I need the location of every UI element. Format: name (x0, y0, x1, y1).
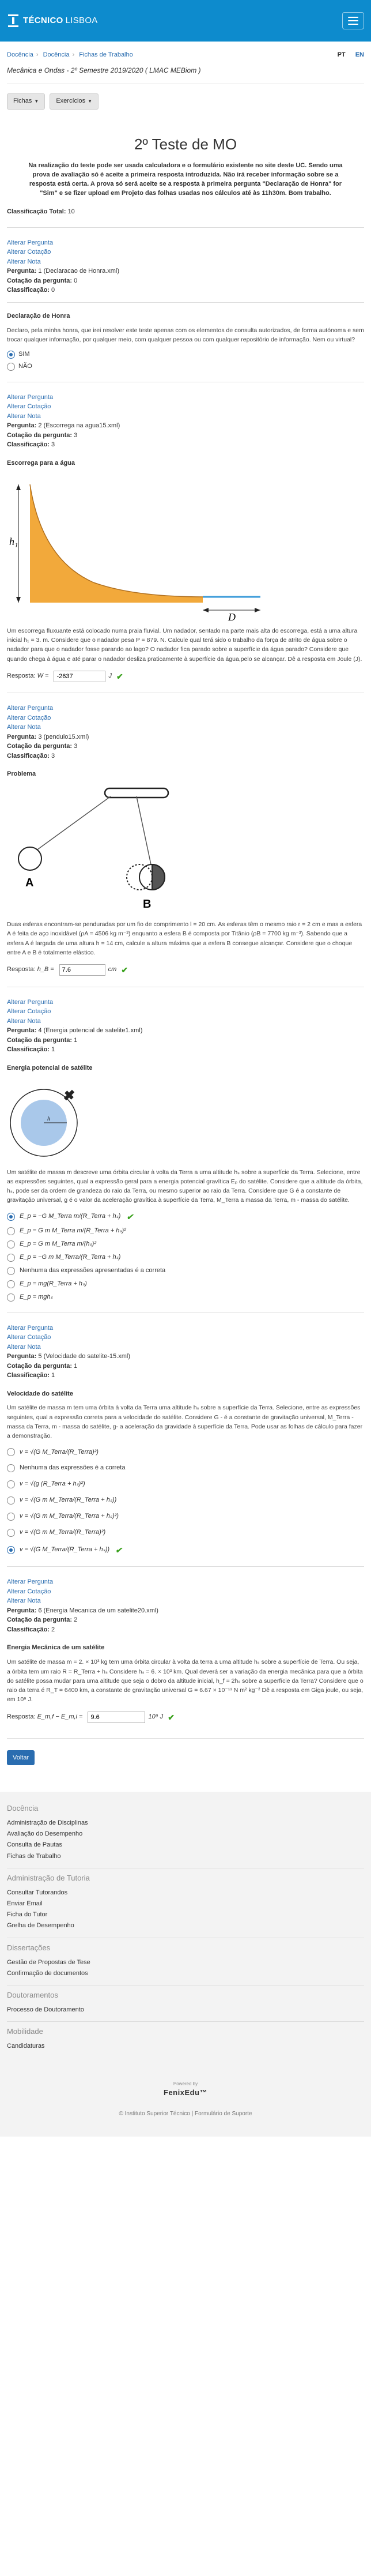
correct-check-icon: ✔ (121, 965, 128, 975)
footer-link[interactable]: Consulta de Pautas (7, 1841, 63, 1849)
label-a: A (25, 877, 34, 890)
exercicios-dropdown[interactable]: Exercícios ▼ (50, 93, 99, 110)
course-title: Mecânica e Ondas - 2º Semestre 2019/2020 ( LMAC MEBiom ) (7, 66, 201, 74)
change-grade-link[interactable]: Alterar Nota (7, 258, 41, 265)
change-grade-link[interactable]: Alterar Nota (7, 724, 41, 731)
option-2[interactable]: Nenhuma das expressões é a correta (7, 1464, 364, 1473)
change-score-link[interactable]: Alterar Cotação (7, 1008, 51, 1016)
answer-options (7, 1211, 364, 1302)
breadcrumb-bar (7, 42, 364, 66)
answer-row: Resposta: E_m,f − E_m,i = 9.6 10⁹ J ✔ (7, 1712, 364, 1723)
answer-options (7, 1448, 364, 1556)
question-title: Energia potencial de satélite (7, 1064, 93, 1071)
question-text: Declaro, pela minha honra, que irei resolver este teste apenas com os elementos de consulta autorizados, de forma autónoma e sem trocar qualquer informação, por qualquer meio, com qualquer pessoa ou com qualquer repositório de informação. Nem ou virtual? (7, 326, 364, 343)
question-2: Alterar Pergunta Alterar Cotação Alterar Nota Pergunta: 2 (Escorrega na agua15.xml) Cotação da pergunta: 3 Classificação: 3 Escorrega para a água h₁ D Um escorrega fluxuante está colocado numa praia fluvial. Um nadador, sentado na parte mais alta do escorrega, está a uma altura inicial h₁ = 3. m. Considere que o nadador pesa P = 879. N. Calcule qual terá sido o trabalho da força de atrito de água sobre o nadador para que o nadador fosse parando ao lago? O nadador fica parado sobre a superfície da água parado? Considere que quando chega à água e até parar o nadador desliza praticamente à superfície da água,pelo se alcançar. Dê a resposta em Joule (J). Resposta: W = -2637 J ✔ (7, 393, 364, 682)
answer-input[interactable] (59, 964, 105, 976)
answer-input[interactable] (88, 1712, 145, 1723)
radio-icon[interactable] (7, 1267, 15, 1275)
label-h1: h₁ (9, 535, 18, 547)
top-header (0, 0, 371, 42)
question-file: 1 (Declaracao de Honra.xml) (38, 268, 120, 275)
footer-link[interactable]: Fichas de Trabalho (7, 1852, 61, 1860)
correct-check-icon: ✔ (115, 1545, 122, 1555)
change-score-link[interactable]: Alterar Cotação (7, 249, 51, 256)
question-grade: 0 (51, 287, 55, 294)
radio-icon[interactable] (7, 363, 15, 371)
change-score-link[interactable]: Alterar Cotação (7, 1334, 51, 1341)
radio-icon[interactable] (7, 1254, 15, 1262)
powered-by: Powered by FenixEdu™ (7, 2058, 364, 2101)
correct-check-icon: ✔ (126, 1212, 134, 1221)
change-grade-link[interactable]: Alterar Nota (7, 412, 41, 420)
footer-link[interactable]: Avaliação do Desempenho (7, 1830, 83, 1838)
question-text: Um satélite de massa m = 2. × 10³ kg tem uma órbita circular à volta da terra a uma altitude hₛ sobre a superfície de Terra. Ou seja, a órbita tem um raio R = R_Terra + hₛ Considere hₛ = 6. × 10³ km. Qual deverá ser a variação da energia mecânica para que a órbita do satélite possa mudar para uma altitude que seja o dobro da altitude inicial, h_f = 2hₛ sobre a superfície da Terra? Considere que o raio da terra é R_T = 6400 km, a constante de gravitação universal G = 6.67 × 10⁻¹¹ N m² kg⁻² Dê a resposta em Giga joule, ou seja, em 10⁹ J. (7, 1659, 364, 1703)
language-switcher (330, 51, 364, 60)
option-1[interactable]: E_p = −G M_Terra m/(R_Terra + hₛ) ✔ (7, 1211, 364, 1223)
test-instructions: Na realização do teste pode ser usada calculadora e o formulário existente no site deste UC. Sendo uma prova de avaliação só é aceite a primeira resposta introduzida. Não irá receber informação sobre se a resposta está certa. A prova só será aceite se a resposta à primeira pergunta "Declaração de Honra" for "Sim" e se fizer upload em Projeto das folhas usadas nos cálculos até às 11h30m. Bom trabalho. (28, 161, 343, 197)
change-grade-link[interactable]: Alterar Nota (7, 1597, 41, 1605)
ist-logo[interactable] (7, 13, 98, 28)
answer-input[interactable] (54, 671, 105, 682)
option-7[interactable]: v = √(G M_Terra/(R_Terra + hₛ)) ✔ (7, 1544, 364, 1556)
breadcrumb: Docência › Docência › Fichas de Trabalho (7, 51, 133, 58)
radio-icon[interactable] (7, 1480, 15, 1488)
total-score: Classificação Total: 10 (7, 208, 75, 215)
ist-logo-icon (7, 13, 20, 28)
question-title: Velocidade do satélite (7, 1390, 73, 1397)
question-text: Um satélite de massa m descreve uma órbita circular à volta da Terra a uma altitude hₛ sobre a superfície da Terra. Selecione, entre as expressões seguintes, qual a expressão geral para a energia potencial gravítica Eₚ do satélite. Considere que a altitude da órbita, hₛ, pode ser da ordem de grandeza do raio da Terra, ou mesmo superior ao raio da Terra. Considere que G é a constante de gravitação universal, g é o valor da aceleração gravítica à superfície da Terra, M_Terra a massa da Terra, m - massa do satélite. (7, 1168, 363, 1204)
question-6: Alterar Pergunta Alterar Cotação Alterar Nota Pergunta: 6 (Energia Mecanica de um satelite20.xml) Cotação da pergunta: 2 Classificação: 2 Energia Mecânica de um satélite Um satélite de massa m = 2. × 10³ kg tem uma órbita circular à volta da terra a uma altitude hₛ sobre a superfície de Terra. Ou seja, a órbita tem um raio R = R_Terra + hₛ Considere hₛ = 6. × 10³ km. Qual deverá ser a variação da energia mecânica para que a órbita do satélite possa mudar para uma altitude que seja o dobro da altitude inicial, h_f = 2hₛ sobre a superfície da Terra? Considere que o raio da terra é R_T = 6400 km, a constante de gravitação universal G = 6.67 × 10⁻¹¹ N m² kg⁻² Dê a resposta em Giga joule, ou seja, em 10⁹ J. Resposta: E_m,f − E_m,i = 9.6 10⁹ J ✔ (7, 1577, 364, 1723)
radio-icon[interactable] (7, 1513, 15, 1521)
option-6[interactable]: v = √(G m M_Terra/(R_Terra)²) (7, 1528, 364, 1537)
change-question-link[interactable]: Alterar Pergunta (7, 393, 54, 401)
answer-row: Resposta: W = -2637 J ✔ (7, 671, 364, 682)
footer-link[interactable]: Grelha de Desempenho (7, 1922, 74, 1930)
footer-link[interactable]: Candidaturas (7, 2042, 45, 2049)
footer-link[interactable]: Administração de Disciplinas (7, 1819, 88, 1826)
footer-section-dissertacoes: Dissertações Gestão de Propostas de Tese Confirmação de documentos (7, 1938, 364, 1985)
option-3[interactable]: E_p = G m M_Terra m/(hₛ)² (7, 1240, 364, 1249)
option-3[interactable]: v = √(g (R_Terra + hₛ)²) (7, 1480, 364, 1489)
option-1[interactable]: v = √(G M_Terra/(R_Terra)²) (7, 1448, 364, 1457)
logo-brand-light: LISBOA (65, 16, 98, 26)
page-title: 2º Teste de MO (134, 136, 237, 153)
radio-selected-icon[interactable] (7, 1546, 15, 1554)
change-grade-link[interactable]: Alterar Nota (7, 1017, 41, 1025)
question-5: Alterar Pergunta Alterar Cotação Alterar Nota Pergunta: 5 (Velocidade do satelite-15.xml) Cotação da pergunta: 1 Classificação: 1 Velocidade do satélite Um satélite de massa m tem uma órbita à volta da Terra uma altitude hₛ sobre a superfície da Terra. Selecione, entre as expressões seguintes, qual a expressão correta para a velocidade do satélite. Considere G - é a constante de gravitação universal, M_Terra - massa da Terra, m - massa do satélite, g- a aceleração da gravidade à superfície da Terra. Pode usar as folhas de cálculo para fazer a demonstração. v = √(G M_Terra/(R_Terra)²) Nenhuma das expressões é a correta v = √(g (R_Terra + hₛ)²) v = √(G m M_Terra/(R_Terra + hₛ)) v = √(G m M_Terra/(R_Terra + hₛ)²) v = √(G m M_Terra/(R_Terra)²) v = √(G M_Terra/(R_Terra + hₛ)) ✔ (7, 1323, 364, 1556)
question-title: Declaração de Honra (7, 312, 70, 319)
satellite-orbit-diagram (7, 1078, 99, 1164)
footer-section-docencia: Docência Administração de Disciplinas Avaliação do Desempenho Consulta de Pautas Fichas de Trabalho (7, 1799, 364, 1868)
footer-link[interactable]: Gestão de Propostas de Tese (7, 1958, 90, 1966)
change-score-link[interactable]: Alterar Cotação (7, 403, 51, 411)
question-3: Alterar Pergunta Alterar Cotação Alterar Nota Pergunta: 3 (pendulo15.xml) Cotação da pergunta: 3 Classificação: 3 Problema A B Duas esferas encontram-se penduradas por um fio de comprimento l = 20 cm. As esferas têm o mesmo raio r = 2 cm e mas a esfera A é feita de aço inoxidável (ρA = 4506 kg m⁻³) enquanto a esfera B é composta por Titânio (ρB = 7700 kg m⁻³). Sabendo que a esfera A é largada de uma altura h = 14 cm, calcule a altura máxima que a esfera B consegue alcançar. Considere que o choque entre A e B é totalmente elástico. Resposta: h_B = 7.6 cm ✔ (7, 704, 364, 976)
footer-link[interactable]: Consultar Tutorandos (7, 1889, 68, 1896)
change-question-link[interactable]: Alterar Pergunta (7, 239, 54, 246)
toolbar (7, 90, 364, 118)
radio-icon[interactable] (7, 1448, 15, 1456)
question-4: Alterar Pergunta Alterar Cotação Alterar Nota Pergunta: 4 (Energia potencial de satelite1.xml) Cotação da pergunta: 1 Classificação: 1 Energia potencial de satélite h Um satélite de massa m descreve uma órbita circular à volta da Terra a uma altitude hₛ sobre a superfície da Terra. Selecione, entre as expressões seguintes, qual a expressão geral para a energia potencial gravítica Eₚ do satélite. Considere que a altitude da órbita, hₛ, pode ser da ordem de grandeza do raio da Terra, ou mesmo superior ao raio da Terra. Considere que G é a constante de gravitação universal, g é o valor da aceleração gravítica à superfície da Terra, M_Terra a massa da Terra, m - massa do satélite. E_p = −G M_Terra m/(R_Terra + hₛ) ✔ E_p = G m M_Terra m/(R_Terra + hₛ)² E_p = G m M_Terra m/(hₛ)² E_p = −G m M_Terra/(R_Terra + hₛ) Nenhuma das expressões apresentadas é a correta E_p = mg(R_Terra + hₛ) E_p = mghₛ (7, 998, 364, 1302)
option-5[interactable]: Nenhuma das expressões apresentadas é a correta (7, 1266, 364, 1276)
chevron-down-icon: ▼ (34, 99, 39, 104)
pendulum-diagram (7, 784, 191, 916)
radio-icon[interactable] (7, 1464, 15, 1472)
breadcrumb-fichas[interactable]: Fichas de Trabalho (79, 51, 133, 58)
question-weight: 0 (74, 277, 78, 284)
lang-pt[interactable]: PT (337, 51, 346, 58)
radio-selected-icon[interactable] (7, 351, 15, 359)
footer-section-doutoramentos: Doutoramentos Processo de Doutoramento (7, 1985, 364, 2021)
footer-link[interactable]: Confirmação de documentos (7, 1969, 88, 1977)
change-question-link[interactable]: Alterar Pergunta (7, 705, 54, 712)
question-title: Energia Mecânica de um satélite (7, 1644, 105, 1652)
option-6[interactable]: E_p = mg(R_Terra + hₛ) (7, 1280, 364, 1289)
option-5[interactable]: v = √(G m M_Terra/(R_Terra + hₛ)²) (7, 1512, 364, 1521)
question-text: Duas esferas encontram-se penduradas por um fio de comprimento l = 20 cm. As esferas têm o mesmo raio r = 2 cm e mas a esfera A é feita de aço inoxidável (ρA = 4506 kg m⁻³) enquanto a esfera B é composta por Titânio (ρB = 7700 kg m⁻³). Sabendo que a esfera A é largada de uma altura h = 14 cm, calcule a altura máxima que a esfera B consegue alcançar. Considere que o choque entre A e B é totalmente elástico. (7, 921, 362, 957)
label-d: D (228, 611, 236, 623)
label-b: B (143, 898, 152, 911)
question-1: Alterar Pergunta Alterar Cotação Alterar Nota Pergunta: 1 (Declaracao de Honra.xml) Cotação da pergunta: 0 Classificação: 0 Declaração de Honra Declaro, pela minha honra, que irei resolver este teste apenas com os elementos de consulta autorizados, de forma autónoma e sem trocar qualquer informação, por qualquer meio, com qualquer pessoa ou com qualquer repositório de informação. Nem ou virtual? SIM NÃO (7, 238, 364, 371)
back-button[interactable]: Voltar (7, 1750, 35, 1765)
change-question-link[interactable]: Alterar Pergunta (7, 1324, 54, 1332)
footer-link[interactable]: Enviar Email (7, 1900, 43, 1907)
option-4[interactable]: v = √(G m M_Terra/(R_Terra + hₛ)) (7, 1496, 364, 1505)
question-title: Escorrega para a água (7, 459, 75, 467)
option-4[interactable]: E_p = −G m M_Terra/(R_Terra + hₛ) (7, 1253, 364, 1262)
radio-icon[interactable] (7, 1293, 15, 1302)
slide-diagram (7, 473, 260, 623)
radio-selected-icon[interactable] (7, 1213, 15, 1221)
radio-icon[interactable] (7, 1240, 15, 1248)
fichas-dropdown[interactable]: Fichas ▼ (7, 93, 45, 110)
site-footer (0, 1792, 371, 2137)
change-score-link[interactable]: Alterar Cotação (7, 1588, 51, 1595)
option-nao[interactable]: NÃO (7, 362, 364, 371)
footer-link[interactable]: Processo de Doutoramento (7, 2006, 84, 2013)
answer-row: Resposta: h_B = 7.6 cm ✔ (7, 964, 364, 976)
label-hs: h (47, 1115, 50, 1122)
menu-toggle-button[interactable] (342, 12, 364, 29)
logo-brand: TÉCNICO (23, 16, 63, 26)
change-question-link[interactable]: Alterar Pergunta (7, 998, 54, 1006)
radio-icon[interactable] (7, 1496, 15, 1505)
footer-link[interactable]: Ficha do Tutor (7, 1911, 48, 1919)
question-title: Problema (7, 770, 36, 778)
option-2[interactable]: E_p = G m M_Terra m/(R_Terra + hₛ)² (7, 1227, 364, 1236)
footer-section-mobilidade: Mobilidade Candidaturas (7, 2021, 364, 2058)
option-sim[interactable]: SIM (7, 350, 364, 359)
question-text: Um escorrega fluxuante está colocado numa praia fluvial. Um nadador, sentado na parte mais alta do escorrega, está a uma altura inicial h₁ = 3. m. Considere que o nadador pesa P = 879. N. Calcule qual terá sido o trabalho da força de atrito de água sobre o nadador para que o nadador fosse parando ao lago? O nadador fica parado sobre a superfície da água parado? Considere que quando chega à água e até parar o nadador desliza praticamente à superfície da água,pelo se alcançar. Dê a resposta em Joule (J). (7, 627, 362, 663)
breadcrumb-docencia[interactable]: Docência (7, 51, 33, 58)
change-score-link[interactable]: Alterar Cotação (7, 714, 51, 721)
correct-check-icon: ✔ (168, 1712, 175, 1722)
option-7[interactable]: E_p = mghₛ (7, 1293, 364, 1302)
chevron-down-icon: ▼ (88, 99, 92, 104)
copyright: © Instituto Superior Técnico | Formulário de Suporte (119, 2110, 252, 2117)
change-grade-link[interactable]: Alterar Nota (7, 1343, 41, 1351)
fenixedu-logo[interactable]: FenixEdu™ (163, 2088, 207, 2097)
lang-en[interactable]: EN (355, 51, 364, 58)
breadcrumb-docencia-2[interactable]: Docência (43, 51, 70, 58)
footer-section-tutoria: Administração de Tutoria Consultar Tutorandos Enviar Email Ficha do Tutor Grelha de Desempenho (7, 1868, 364, 1938)
satellite-icon (62, 1088, 76, 1102)
correct-check-icon: ✔ (116, 671, 123, 681)
radio-icon[interactable] (7, 1529, 15, 1537)
question-text: Um satélite de massa m tem uma órbita à volta da Terra uma altitude hₛ sobre a superfície da Terra. Selecione, entre as expressões seguintes, qual a expressão correta para a velocidade do satélite. Considere G - é a constante de gravitação universal, M_Terra - massa da Terra, m - massa do satélite, g- a aceleração da gravidade à superfície da Terra. Pode usar as folhas de cálculo para fazer a demonstração. (7, 1404, 363, 1440)
radio-icon[interactable] (7, 1280, 15, 1288)
change-question-link[interactable]: Alterar Pergunta (7, 1578, 54, 1586)
radio-icon[interactable] (7, 1227, 15, 1235)
